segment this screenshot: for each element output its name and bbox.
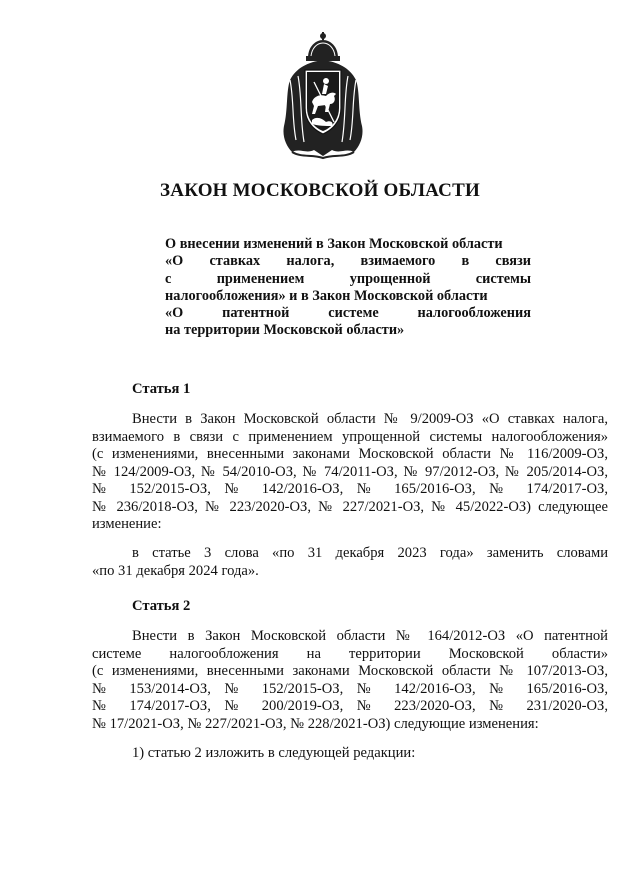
subject-line: «О патентной системе налогообложения	[165, 305, 531, 322]
text-line: изменение:	[92, 516, 162, 532]
text-line: Внести в Закон Московской области № 9/2009-ОЗ «О ставках налога,	[132, 411, 608, 427]
subject-line: с применением упрощенной системы	[165, 270, 531, 287]
subject-line: налогообложения» и в Закон Московской области	[165, 287, 488, 304]
text-line: № 153/2014-ОЗ, № 152/2015-ОЗ, № 142/2016-ОЗ, № 165/2016-ОЗ,	[92, 680, 608, 697]
article-2-heading: Статья 2	[132, 598, 191, 614]
article-1-change	[92, 545, 608, 580]
article-2-item-1	[92, 745, 608, 763]
text-line: № 152/2015-ОЗ, № 142/2016-ОЗ, № 165/2016-ОЗ, № 174/2017-ОЗ,	[92, 481, 608, 497]
text-line: взимаемого в связи с применением упрощенной системы налогообложения»	[92, 428, 608, 445]
article-2-intro	[92, 628, 608, 733]
text-line: (с изменениями, внесенными законами Московской области № 107/2013-ОЗ,	[92, 663, 608, 679]
text-line: Внести в Закон Московской области № 164/2012-ОЗ «О патентной	[132, 628, 608, 644]
text-line: № 174/2017-ОЗ, № 200/2019-ОЗ, № 223/2020-ОЗ, № 231/2020-ОЗ,	[92, 698, 608, 714]
text-line: № 236/2018-ОЗ, № 223/2020-ОЗ, № 227/2021-ОЗ, № 45/2022-ОЗ) следующее	[92, 498, 608, 515]
text-line: системе налогообложения на территории Московской области»	[92, 645, 608, 662]
law-subject	[165, 236, 531, 340]
text-line: в статье 3 слова «по 31 декабря 2023 года» заменить словами	[132, 545, 608, 561]
text-line: 1) статью 2 изложить в следующей редакции:	[132, 745, 416, 761]
coat-of-arms-icon	[278, 30, 368, 160]
law-title: ЗАКОН МОСКОВСКОЙ ОБЛАСТИ	[160, 180, 480, 201]
text-line: № 124/2009-ОЗ, № 54/2010-ОЗ, № 74/2011-ОЗ, № 97/2012-ОЗ, № 205/2014-ОЗ,	[92, 463, 608, 480]
subject-line: «О ставках налога, взимаемого в связи	[165, 253, 531, 270]
text-line: «по 31 декабря 2024 года».	[92, 562, 259, 579]
subject-line: О внесении изменений в Закон Московской области	[165, 236, 503, 252]
text-line: (с изменениями, внесенными законами Московской области № 116/2009-ОЗ,	[92, 446, 608, 462]
text-line: № 17/2021-ОЗ, № 227/2021-ОЗ, № 228/2021-ОЗ) следующие изменения:	[92, 715, 539, 732]
article-1-heading: Статья 1	[132, 381, 191, 397]
article-1-intro	[92, 411, 608, 534]
subject-line: на территории Московской области»	[165, 322, 405, 339]
